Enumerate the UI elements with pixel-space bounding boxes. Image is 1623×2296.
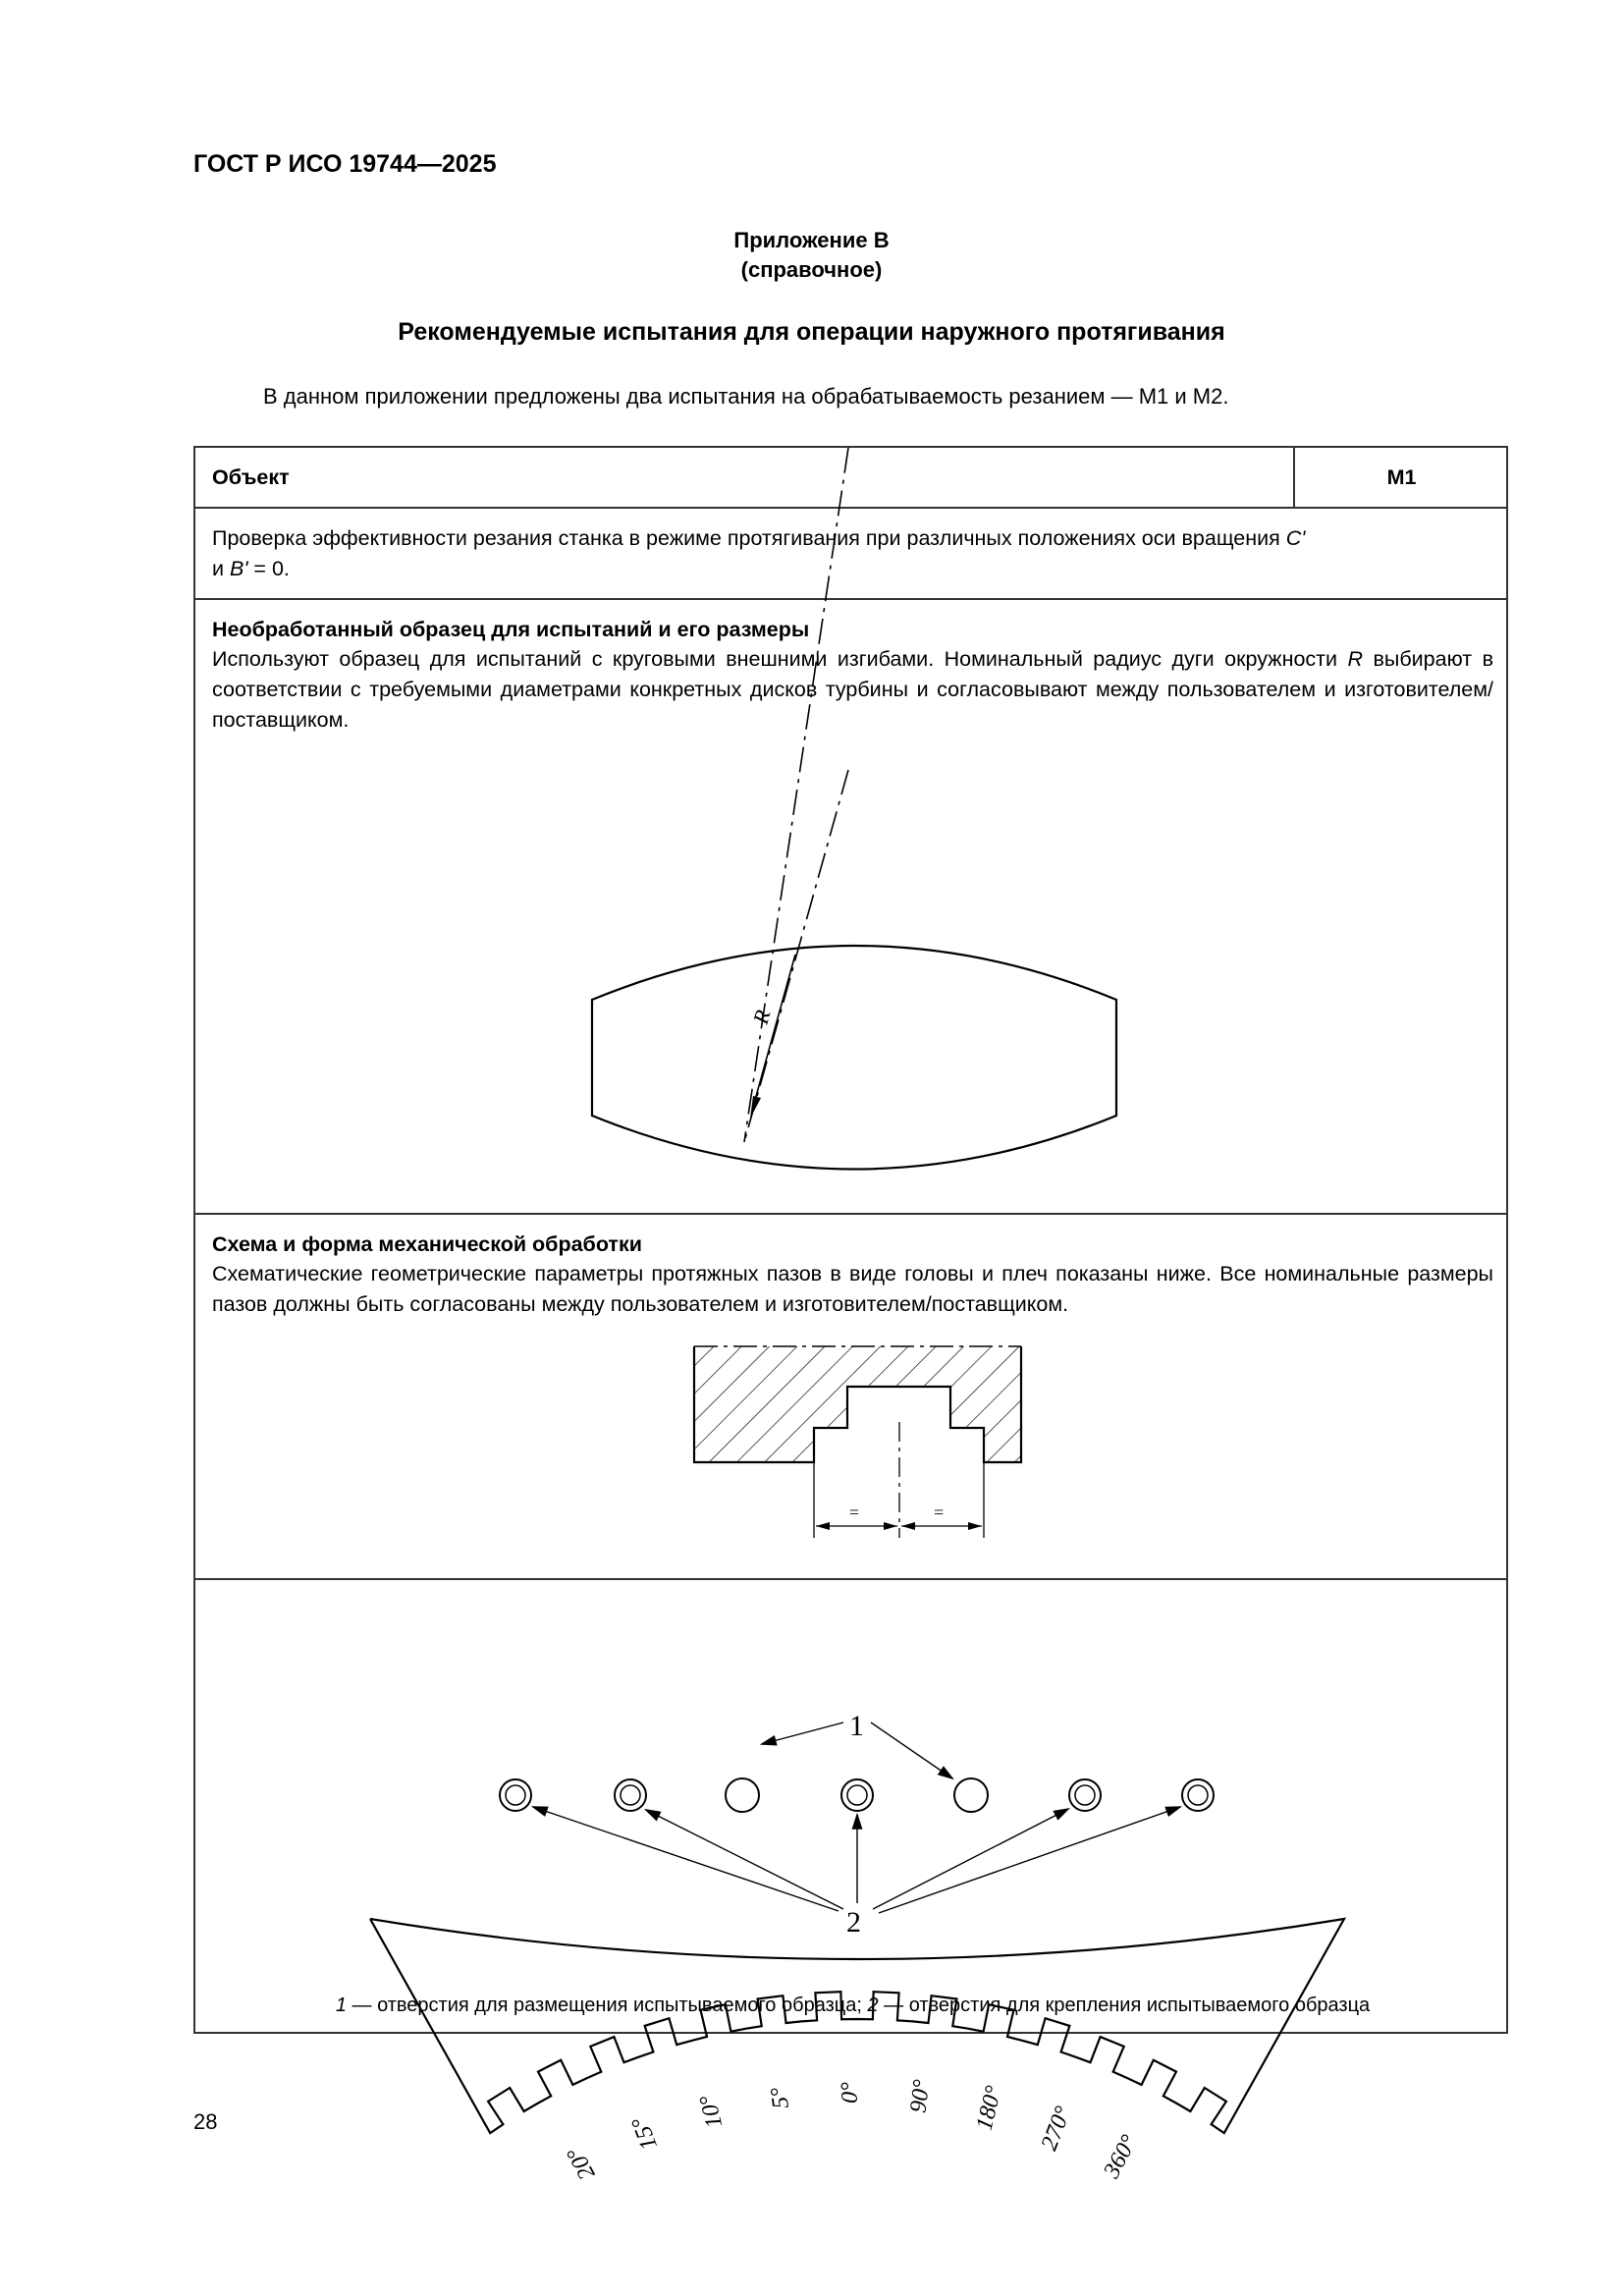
- callout-2: 2: [846, 1906, 861, 1939]
- angle-label: 0°: [838, 2082, 863, 2104]
- angle-label: 15°: [626, 2113, 664, 2154]
- specimen-hole: [726, 1778, 759, 1812]
- clamp-hole: [500, 1779, 531, 1811]
- machining-heading: Схема и форма механической обработки: [212, 1232, 642, 1256]
- angle-label: 5°: [766, 2085, 794, 2110]
- angle-label: 270°: [1036, 2103, 1077, 2155]
- specimen-blank-drawing: [592, 448, 1116, 1170]
- angle-labels: [563, 2078, 1143, 2184]
- radius-arrowhead: [750, 1096, 761, 1119]
- document-id: ГОСТ Р ИСО 19744—2025: [193, 150, 497, 178]
- clamp-hole: [615, 1779, 646, 1811]
- page-number: 28: [193, 2109, 218, 2134]
- fixture-caption: 1 — отверстия для размещения испытываемого образца; 2 — отверстия для крепления испытываемого образца: [335, 1995, 1371, 2016]
- axis-centerline: [744, 448, 848, 1142]
- annex-type: (справочное): [740, 257, 883, 282]
- angle-label: 20°: [562, 2142, 601, 2184]
- test-id: М1: [1386, 465, 1417, 489]
- clamp-hole: [841, 1779, 873, 1811]
- machining-text: Схематические геометрические параметры протяжных пазов в виде головы и плеч показаны ниже. Все номинальные размеры пазов должны быть согласованы между пользователем и изготовителем/поставщиком.: [212, 1262, 1493, 1316]
- equal-mark-right: =: [934, 1503, 945, 1522]
- intro-paragraph: В данном приложении предложены два испытания на обрабатываемость резанием — М1 и М2.: [263, 384, 1229, 409]
- callout-1: 1: [849, 1710, 864, 1742]
- equal-mark-left: =: [849, 1503, 860, 1522]
- object-label: Объект: [212, 465, 290, 489]
- specimen-heading: Необработанный образец для испытаний и его размеры: [212, 618, 810, 641]
- angle-label: 90°: [905, 2078, 936, 2114]
- specimen-text: Используют образец для испытаний с круговыми внешними изгибами. Номинальный радиус дуги окружности R выбирают в соответствии с требуемыми диаметрами конкретных дисков турбины и согласовывают между пользователем и изготовителем/поставщиком.: [212, 647, 1493, 732]
- angle-label: 360°: [1099, 2130, 1143, 2183]
- clamp-hole: [1182, 1779, 1214, 1811]
- angle-label: 10°: [695, 2092, 729, 2131]
- annex-title: Рекомендуемые испытания для операции наружного протягивания: [398, 318, 1225, 346]
- radius-label: R: [747, 1007, 776, 1027]
- specimen-hole: [954, 1778, 988, 1812]
- object-description: Проверка эффективности резания станка в режиме протягивания при различных положениях оси вращения C' и B' = 0.: [212, 526, 1306, 580]
- clamp-hole: [1069, 1779, 1101, 1811]
- annex-name: Приложение В: [733, 228, 890, 252]
- angle-label: 180°: [971, 2083, 1007, 2133]
